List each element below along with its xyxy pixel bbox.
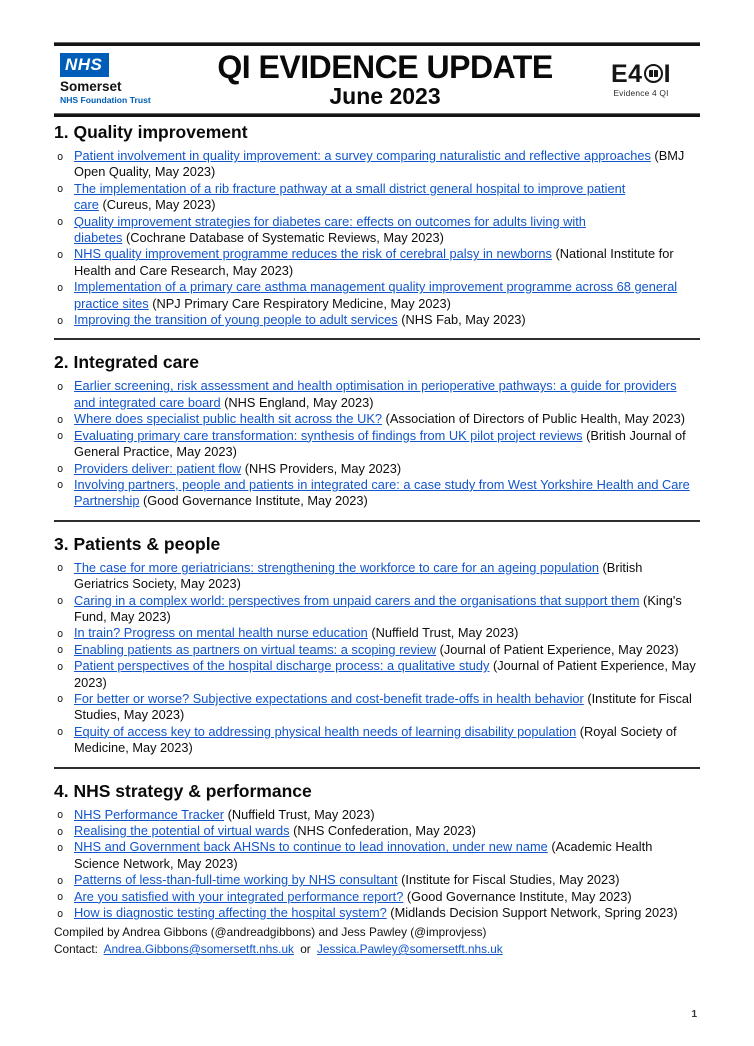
trust-name: Somerset [60, 79, 122, 94]
item-link[interactable]: Equity of access key to addressing physical health needs of learning disability population [74, 723, 577, 739]
item-link[interactable]: How is diagnostic testing affecting the hospital system? [74, 905, 387, 921]
email-link-andrea[interactable]: Andrea.Gibbons@somersetft.nhs.uk [103, 941, 294, 956]
list-item [54, 823, 700, 839]
bullet-icon: o [57, 463, 64, 475]
item-link[interactable]: Quality improvement strategies for diabetes care: effects on outcomes for adults living with diabetes [74, 213, 586, 246]
bullet-icon: o [57, 726, 64, 739]
e4qi-wordmark [611, 61, 671, 87]
bullet-icon: o [57, 825, 64, 838]
section-list [54, 148, 700, 328]
list-item [54, 477, 700, 510]
list-item [54, 279, 700, 312]
bullet-icon: o [57, 660, 64, 673]
bullet-icon: o [57, 183, 64, 196]
item-source: (Midlands Decision Support Network, Spring 2023) [386, 905, 678, 921]
list-item [54, 658, 700, 691]
masthead [54, 42, 700, 117]
list-item [54, 428, 700, 461]
item-link[interactable]: For better or worse? Subjective expectations and cost-benefit trade-offs in health behavior [74, 690, 584, 706]
e4qi-book-icon [644, 64, 663, 83]
item-source: (NHS England, May 2023) [220, 394, 374, 410]
item-source: (King's Fund, May 2023) [74, 592, 682, 624]
footer-compiled: Compiled by Andrea Gibbons (@andreadgibbons) and Jess Pawley (@improvjess) [54, 925, 487, 940]
item-link[interactable]: Implementation of a primary care asthma management quality improvement programme across 68 general practice sites [74, 279, 678, 311]
bullet-icon: o [57, 874, 64, 887]
page-footer [54, 924, 700, 957]
item-link[interactable]: Patterns of less-than-full-time working by NHS consultant [74, 872, 398, 888]
item-source: (Cochrane Database of Systematic Reviews, May 2023) [122, 230, 444, 246]
item-link[interactable]: Earlier screening, risk assessment and health optimisation in perioperative pathways: a guide for providers and integrated care board [74, 378, 677, 410]
email-link-jessica[interactable]: Jessica.Pawley@somersetft.nhs.uk [316, 941, 503, 956]
list-item [54, 691, 700, 724]
bullet-icon: o [57, 479, 64, 492]
item-link[interactable]: Caring in a complex world: perspectives from unpaid carers and the organisations that support them [74, 592, 640, 608]
item-link[interactable]: The implementation of a rib fracture pathway at a small district general hospital to improve patient care [74, 180, 626, 213]
list-item [54, 411, 700, 427]
bullet-icon: o [57, 248, 64, 261]
list-item [54, 560, 700, 593]
item-link[interactable]: Patient involvement in quality improvement: a survey comparing naturalistic and reflective approaches [74, 148, 651, 163]
section-divider [54, 767, 700, 769]
item-source: (NHS Providers, May 2023) [241, 460, 402, 476]
masthead-bottom-rule [54, 113, 700, 117]
list-item [54, 148, 700, 181]
item-source: (British Geriatrics Society, May 2023) [74, 559, 643, 592]
e4qi-left-text: E4 [610, 59, 643, 88]
item-link[interactable]: Improving the transition of young people to adult services [74, 312, 398, 328]
nhs-trust-logo [56, 53, 184, 105]
item-link[interactable]: Evaluating primary care transformation: synthesis of findings from UK pilot project reviews [74, 427, 583, 443]
item-source: (Association of Directors of Public Health, May 2023) [382, 411, 685, 427]
sections [54, 122, 700, 921]
page-number: 1 [691, 1009, 697, 1020]
section-list [54, 807, 700, 922]
e4qi-logo [586, 61, 698, 98]
section-heading: 2. Integrated care [54, 352, 199, 373]
section [54, 520, 700, 757]
item-link[interactable]: Are you satisfied with your integrated performance report? [74, 888, 404, 904]
item-source: (Institute for Fiscal Studies, May 2023) [74, 690, 692, 723]
list-item [54, 807, 700, 823]
section-divider [54, 338, 700, 340]
bullet-icon: o [57, 413, 64, 426]
item-link[interactable]: NHS and Government back AHSNs to continue to lead innovation, under new name [74, 839, 548, 855]
item-source: (Cureus, May 2023) [98, 197, 216, 213]
list-item [54, 905, 700, 921]
item-source: (Good Governance Institute, May 2023) [139, 493, 368, 509]
item-link[interactable]: Realising the potential of virtual wards [74, 823, 290, 838]
item-link[interactable]: Patient perspectives of the hospital discharge process: a qualitative study [74, 658, 490, 674]
list-item [54, 246, 700, 279]
item-source: (BMJ Open Quality, May 2023) [74, 148, 685, 180]
item-source: (Institute for Fiscal Studies, May 2023) [397, 872, 620, 888]
bullet-icon: o [57, 595, 64, 608]
section-heading: 1. Quality improvement [54, 122, 248, 142]
list-item [54, 839, 700, 872]
bullet-icon: o [57, 216, 64, 229]
section [54, 338, 700, 509]
item-source: (NHS Confederation, May 2023) [289, 823, 476, 838]
item-source: (NPJ Primary Care Respiratory Medicine, May 2023) [148, 295, 451, 311]
section-list [54, 378, 700, 509]
item-source: (Nuffield Trust, May 2023) [367, 625, 519, 641]
item-link[interactable]: The case for more geriatricians: strengthening the workforce to care for an ageing population [74, 559, 599, 575]
item-source: (NHS Fab, May 2023) [397, 312, 526, 328]
nhs-logo-icon: NHS [60, 53, 109, 77]
item-source: (Journal of Patient Experience, May 2023) [74, 658, 696, 690]
item-source: (Academic Health Science Network, May 2023) [74, 839, 653, 871]
bullet-icon: o [57, 150, 64, 163]
page-title: QI EVIDENCE UPDATE [217, 49, 553, 85]
item-source: (Journal of Patient Experience, May 2023) [436, 641, 679, 657]
item-source: (Royal Society of Medicine, May 2023) [74, 723, 677, 756]
item-source: (National Institute for Health and Care Research, May 2023) [74, 246, 674, 278]
item-link[interactable]: In train? Progress on mental health nurse education [74, 625, 368, 641]
bullet-icon: o [57, 281, 64, 294]
bullet-icon: o [57, 314, 64, 327]
bullet-icon: o [57, 809, 64, 822]
section-heading: 3. Patients & people [54, 533, 221, 554]
list-item [54, 214, 700, 247]
e4qi-subtitle: Evidence 4 QI [613, 87, 669, 98]
page-subtitle: June 2023 [329, 83, 441, 109]
list-item [54, 593, 700, 626]
trust-subtitle: NHS Foundation Trust [60, 95, 151, 105]
section-divider [54, 520, 700, 522]
list-item [54, 889, 700, 905]
bullet-icon: o [57, 891, 64, 904]
item-link[interactable]: NHS Performance Tracker [74, 806, 225, 822]
bullet-icon: o [57, 562, 64, 575]
list-item [54, 724, 700, 757]
bullet-icon: o [57, 627, 64, 640]
list-item [54, 872, 700, 888]
list-item [54, 181, 700, 214]
bullet-icon: o [57, 907, 64, 920]
item-link[interactable]: Involving partners, people and patients in integrated care: a case study from West Yorkshire Health and Care Partnership [74, 476, 690, 509]
bullet-icon: o [57, 430, 64, 443]
section-list [54, 560, 700, 757]
item-link[interactable]: NHS quality improvement programme reduces the risk of cerebral palsy in newborns [74, 246, 552, 262]
section-heading: 4. NHS strategy & performance [54, 780, 312, 801]
item-link[interactable]: Enabling patients as partners on virtual teams: a scoping review [74, 641, 437, 657]
item-link[interactable]: Providers deliver: patient flow [74, 460, 242, 476]
bullet-icon: o [57, 841, 64, 854]
section [54, 767, 700, 922]
bullet-icon: o [57, 380, 64, 393]
list-item [54, 642, 700, 658]
list-item [54, 625, 700, 641]
item-source: (Nuffield Trust, May 2023) [224, 806, 375, 822]
footer-contact [54, 941, 700, 958]
list-item [54, 461, 700, 477]
list-item [54, 378, 700, 411]
list-item [54, 312, 700, 328]
section [54, 122, 700, 328]
contact-or: or [300, 941, 311, 956]
bullet-icon: o [57, 644, 64, 657]
item-link[interactable]: Where does specialist public health sit across the UK? [74, 411, 382, 427]
e4qi-right-text: I [663, 59, 672, 88]
item-source: (British Journal of General Practice, May 2023) [74, 427, 686, 460]
contact-label: Contact: [54, 941, 98, 956]
bullet-icon: o [57, 693, 64, 706]
item-source: (Good Governance Institute, May 2023) [403, 888, 632, 904]
